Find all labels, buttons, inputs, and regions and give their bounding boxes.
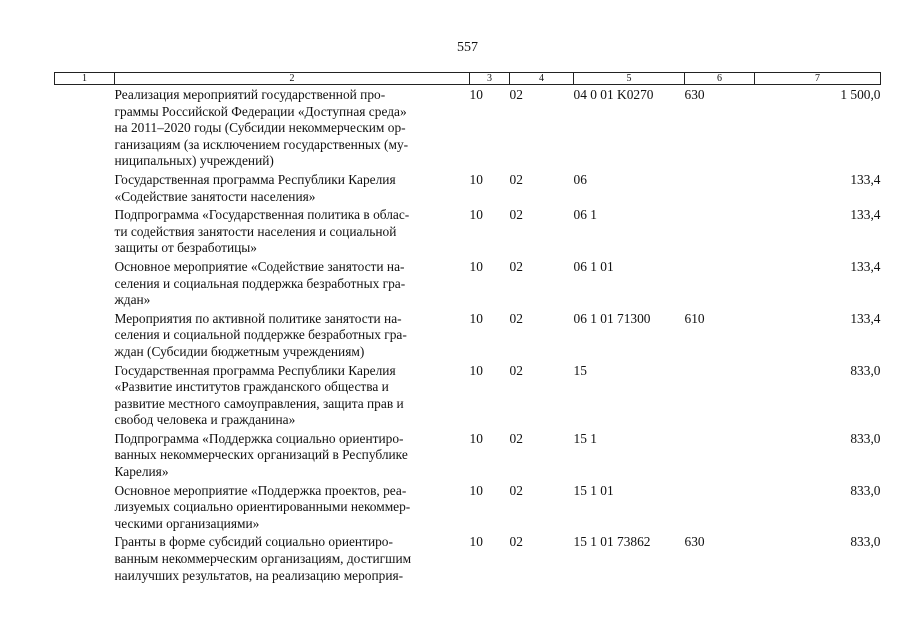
cell-amount: 833,0 [850, 534, 881, 550]
cell-subsection: 02 [509, 534, 523, 550]
column-header-3: 3 [470, 73, 510, 85]
cell-description [115, 170, 470, 205]
cell-expense-type [685, 257, 755, 309]
column-header-6: 6 [685, 73, 755, 85]
table-row [55, 257, 881, 309]
description-line: ванным некоммерческим организациям, достигшим [114, 551, 412, 567]
description-line: Реализация мероприятий государственной про- [114, 87, 386, 102]
cell-section: 10 [469, 207, 483, 223]
description-line: «Содействие занятости населения» [114, 188, 316, 204]
table-row [55, 205, 881, 257]
cell-col1 [55, 170, 115, 205]
description-line: развитие местного самоуправления, защита прав и [114, 395, 404, 411]
cell-expense-type: 630 [684, 534, 705, 550]
cell-description [115, 361, 470, 429]
table-row [55, 85, 881, 170]
cell-description [115, 429, 470, 481]
cell-col1 [55, 205, 115, 257]
cell-subsection: 02 [509, 171, 523, 187]
table-body [55, 85, 881, 585]
column-header-5: 5 [574, 73, 685, 85]
cell-section: 10 [469, 482, 483, 498]
cell-expense-type [685, 361, 755, 429]
description-line: лизуемых социально ориентированными некоммер- [114, 499, 411, 515]
description-line: Подпрограмма «Государственная политика в облас- [114, 207, 410, 223]
description-line: селения и социальная поддержка безработных гра- [114, 275, 406, 291]
cell-description [115, 205, 470, 257]
column-header-7: 7 [755, 73, 881, 85]
cell-expense-type [685, 170, 755, 205]
cell-amount: 133,4 [850, 310, 881, 326]
cell-subsection: 02 [509, 482, 523, 498]
description-line: Подпрограмма «Поддержка социально ориентиро- [114, 430, 404, 446]
description-line: ческими организациями» [114, 515, 260, 531]
cell-subsection: 02 [509, 87, 523, 102]
cell-expense-type: 610 [684, 310, 705, 326]
cell-section: 10 [469, 171, 483, 187]
column-number-header-row [55, 73, 881, 85]
cell-section: 10 [469, 87, 483, 102]
cell-col1 [55, 257, 115, 309]
cell-col1 [55, 429, 115, 481]
cell-section: 10 [469, 534, 483, 550]
cell-section: 10 [469, 258, 483, 274]
description-line: селения и социальной поддержке безработных гра- [114, 327, 407, 343]
table-row [55, 309, 881, 361]
cell-description [115, 257, 470, 309]
description-line: граммы Российской Федерации «Доступная среда» [114, 103, 407, 119]
cell-target-code: 15 [573, 362, 587, 378]
description-line: ниципальных) учреждений) [114, 153, 274, 169]
description-line: Карелия» [114, 464, 169, 480]
cell-subsection: 02 [509, 310, 523, 326]
description-line: свобод человека и гражданина» [114, 412, 296, 428]
cell-expense-type [685, 481, 755, 533]
cell-section: 10 [469, 310, 483, 326]
cell-amount: 133,4 [850, 258, 881, 274]
description-line: защиты от безработицы» [114, 240, 258, 256]
cell-col1 [55, 309, 115, 361]
cell-section: 10 [469, 430, 483, 446]
cell-target-code: 15 1 [573, 430, 597, 446]
description-line: «Развитие институтов гражданского общества и [114, 379, 389, 395]
cell-target-code: 15 1 01 73862 [573, 534, 651, 550]
description-line: ванных некоммерческих организаций в Республике [114, 447, 408, 463]
cell-description [115, 85, 470, 170]
description-line: наилучших результатов, на реализацию мероприя- [114, 567, 404, 583]
page-number: 557 [457, 40, 478, 55]
description-line: ганизациям (за исключением государственных (му- [114, 136, 409, 152]
cell-target-code: 06 [573, 171, 587, 187]
column-header-4: 4 [510, 73, 574, 85]
cell-amount: 133,4 [850, 171, 881, 187]
cell-col1 [55, 361, 115, 429]
cell-expense-type [685, 205, 755, 257]
cell-description [115, 532, 470, 584]
cell-col1 [55, 481, 115, 533]
description-line: Государственная программа Республики Карелия [114, 362, 396, 378]
description-line: ждан (Субсидии бюджетным учреждениям) [114, 343, 365, 359]
cell-amount: 833,0 [850, 430, 881, 446]
cell-description [115, 481, 470, 533]
cell-target-code: 06 1 [573, 207, 597, 223]
description-line: Мероприятия по активной политике занятости на- [114, 310, 402, 326]
table-row [55, 532, 881, 584]
cell-section: 10 [469, 362, 483, 378]
description-line: ждан» [114, 292, 151, 308]
cell-target-code: 06 1 01 71300 [573, 310, 651, 326]
cell-expense-type: 630 [684, 87, 705, 102]
column-header-2: 2 [115, 73, 470, 85]
cell-subsection: 02 [509, 258, 523, 274]
cell-subsection: 02 [509, 207, 523, 223]
cell-subsection: 02 [509, 430, 523, 446]
cell-col1 [55, 532, 115, 584]
cell-amount: 1 500,0 [840, 87, 881, 102]
table-row [55, 361, 881, 429]
cell-target-code: 04 0 01 K0270 [573, 87, 654, 102]
description-line: ти содействия занятости населения и социальной [114, 223, 397, 239]
cell-amount: 833,0 [850, 482, 881, 498]
table-row [55, 170, 881, 205]
budget-table [54, 72, 881, 584]
cell-expense-type [685, 429, 755, 481]
table-row [55, 481, 881, 533]
cell-subsection: 02 [509, 362, 523, 378]
table-row [55, 429, 881, 481]
description-line: Основное мероприятие «Поддержка проектов, реа- [114, 482, 407, 498]
description-line: Основное мероприятие «Содействие занятости на- [114, 258, 405, 274]
cell-description [115, 309, 470, 361]
description-line: на 2011–2020 годы (Субсидии некоммерческим ор- [114, 120, 406, 136]
cell-col1 [55, 85, 115, 170]
description-line: Гранты в форме субсидий социально ориентиро- [114, 534, 393, 550]
cell-amount: 833,0 [850, 362, 881, 378]
column-header-1: 1 [55, 73, 115, 85]
description-line: Государственная программа Республики Карелия [114, 171, 396, 187]
cell-target-code: 06 1 01 [573, 258, 614, 274]
cell-target-code: 15 1 01 [573, 482, 614, 498]
cell-amount: 133,4 [850, 207, 881, 223]
